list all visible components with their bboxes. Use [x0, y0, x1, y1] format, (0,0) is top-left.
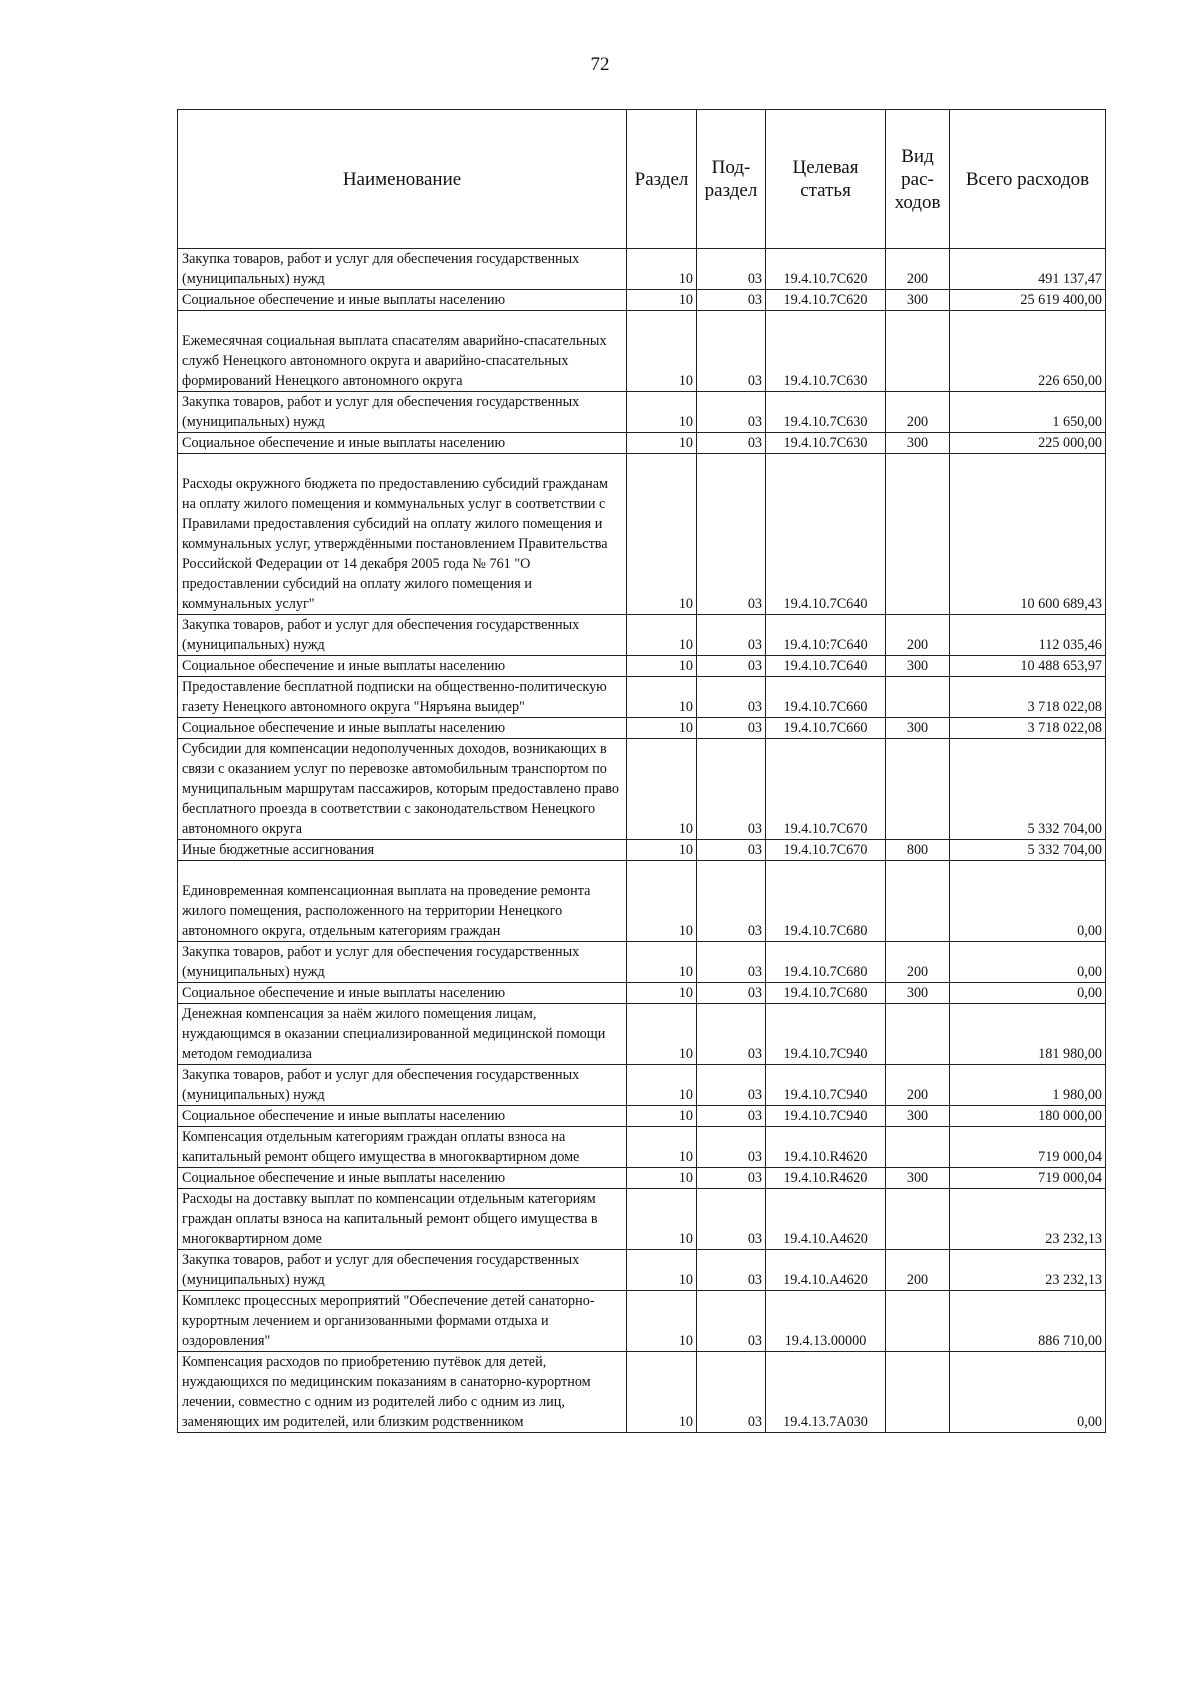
- header-celevaya: Целевая статья: [766, 110, 886, 249]
- cell-celevaya: 19.4.10.А4620: [766, 1189, 886, 1250]
- cell-podrazdel: 03: [697, 718, 766, 739]
- cell-celevaya: 19.4.10.7С630: [766, 433, 886, 454]
- cell-vid: 200: [886, 1250, 950, 1291]
- cell-celevaya: 19.4.10.7С940: [766, 1106, 886, 1127]
- cell-celevaya: 19.4.10.7С630: [766, 311, 886, 392]
- table-row: [178, 840, 1106, 861]
- cell-celevaya: 19.4.10.7С680: [766, 861, 886, 942]
- table-row: [178, 433, 1106, 454]
- cell-razdel: 10: [627, 739, 697, 840]
- cell-podrazdel: 03: [697, 677, 766, 718]
- cell-podrazdel: 03: [697, 1127, 766, 1168]
- cell-podrazdel: 03: [697, 392, 766, 433]
- cell-name: Закупка товаров, работ и услуг для обеспечения государственных (муниципальных) нужд: [178, 392, 627, 433]
- table-row: [178, 249, 1106, 290]
- cell-name: Социальное обеспечение и иные выплаты населению: [178, 1106, 627, 1127]
- cell-name: Компенсация расходов по приобретению путёвок для детей, нуждающихся по медицинским показаниям в санаторно-курортном лечении, совместно с одним из родителей либо с одним из лиц, заменяющих им родителей, или близким родственником: [178, 1352, 627, 1433]
- cell-total: 0,00: [950, 983, 1106, 1004]
- cell-razdel: 10: [627, 433, 697, 454]
- cell-name: Предоставление бесплатной подписки на общественно-политическую газету Ненецкого автономного округа "Няръяна выидер": [178, 677, 627, 718]
- cell-razdel: 10: [627, 249, 697, 290]
- cell-podrazdel: 03: [697, 861, 766, 942]
- cell-razdel: 10: [627, 311, 697, 392]
- cell-podrazdel: 03: [697, 739, 766, 840]
- cell-razdel: 10: [627, 392, 697, 433]
- cell-total: 10 488 653,97: [950, 656, 1106, 677]
- cell-name: Единовременная компенсационная выплата на проведение ремонта жилого помещения, расположенного на территории Ненецкого автономного округа, отдельным категориям граждан: [178, 861, 627, 942]
- cell-podrazdel: 03: [697, 983, 766, 1004]
- cell-celevaya: 19.4.10.R4620: [766, 1127, 886, 1168]
- cell-celevaya: 19.4.10.7С940: [766, 1004, 886, 1065]
- table-row: [178, 392, 1106, 433]
- cell-celevaya: 19.4.10.7С670: [766, 840, 886, 861]
- cell-total: 23 232,13: [950, 1250, 1106, 1291]
- cell-name: Социальное обеспечение и иные выплаты населению: [178, 1168, 627, 1189]
- cell-total: 1 650,00: [950, 392, 1106, 433]
- cell-celevaya: 19.4.10.7С640: [766, 454, 886, 615]
- cell-celevaya: 19.4.10.7С680: [766, 942, 886, 983]
- cell-total: 25 619 400,00: [950, 290, 1106, 311]
- cell-razdel: 10: [627, 1106, 697, 1127]
- header-total: Всего расходов: [950, 110, 1106, 249]
- cell-name: Ежемесячная социальная выплата спасателям аварийно-спасательных служб Ненецкого автономного округа и аварийно-спасательных формирований Ненецкого автономного округа: [178, 311, 627, 392]
- cell-razdel: 10: [627, 615, 697, 656]
- cell-podrazdel: 03: [697, 1250, 766, 1291]
- cell-name: Социальное обеспечение и иные выплаты населению: [178, 983, 627, 1004]
- cell-podrazdel: 03: [697, 1291, 766, 1352]
- header-vid: Вид рас- ходов: [886, 110, 950, 249]
- cell-celevaya: 19.4.10.7С680: [766, 983, 886, 1004]
- cell-razdel: 10: [627, 1189, 697, 1250]
- cell-celevaya: 19.4.10.7С640: [766, 656, 886, 677]
- cell-celevaya: 19.4.10.7С670: [766, 739, 886, 840]
- cell-podrazdel: 03: [697, 1004, 766, 1065]
- cell-razdel: 10: [627, 1168, 697, 1189]
- cell-vid: 200: [886, 392, 950, 433]
- cell-vid: [886, 739, 950, 840]
- cell-total: 181 980,00: [950, 1004, 1106, 1065]
- cell-total: 0,00: [950, 942, 1106, 983]
- cell-celevaya: 19.4.10.7С630: [766, 392, 886, 433]
- cell-total: 225 000,00: [950, 433, 1106, 454]
- cell-vid: 200: [886, 249, 950, 290]
- table-row: [178, 718, 1106, 739]
- cell-vid: 200: [886, 615, 950, 656]
- cell-name: Закупка товаров, работ и услуг для обеспечения государственных (муниципальных) нужд: [178, 1250, 627, 1291]
- cell-celevaya: 19.4.10.7С940: [766, 1065, 886, 1106]
- cell-podrazdel: 03: [697, 656, 766, 677]
- cell-vid: 300: [886, 1106, 950, 1127]
- cell-razdel: 10: [627, 454, 697, 615]
- cell-celevaya: 19.4.10:7С640: [766, 615, 886, 656]
- header-name: Наименование: [178, 110, 627, 249]
- cell-vid: [886, 1352, 950, 1433]
- cell-name: Социальное обеспечение и иные выплаты населению: [178, 656, 627, 677]
- table-row: [178, 861, 1106, 942]
- cell-celevaya: 19.4.10.7С620: [766, 290, 886, 311]
- cell-vid: [886, 1189, 950, 1250]
- cell-total: 5 332 704,00: [950, 840, 1106, 861]
- cell-vid: [886, 454, 950, 615]
- cell-name: Социальное обеспечение и иные выплаты населению: [178, 433, 627, 454]
- cell-vid: 300: [886, 1168, 950, 1189]
- cell-razdel: 10: [627, 840, 697, 861]
- cell-razdel: 10: [627, 861, 697, 942]
- cell-total: 3 718 022,08: [950, 718, 1106, 739]
- table-row: [178, 311, 1106, 392]
- table-row: [178, 454, 1106, 615]
- cell-name: Закупка товаров, работ и услуг для обеспечения государственных (муниципальных) нужд: [178, 1065, 627, 1106]
- page-number: 72: [590, 54, 610, 75]
- cell-podrazdel: 03: [697, 615, 766, 656]
- cell-podrazdel: 03: [697, 290, 766, 311]
- table-row: [178, 942, 1106, 983]
- cell-celevaya: 19.4.10.7С660: [766, 677, 886, 718]
- cell-podrazdel: 03: [697, 1065, 766, 1106]
- cell-vid: 200: [886, 1065, 950, 1106]
- cell-razdel: 10: [627, 1250, 697, 1291]
- cell-celevaya: 19.4.10.7С620: [766, 249, 886, 290]
- cell-vid: [886, 677, 950, 718]
- cell-total: 180 000,00: [950, 1106, 1106, 1127]
- table-row: [178, 290, 1106, 311]
- table-row: [178, 1065, 1106, 1106]
- table-row: [178, 1106, 1106, 1127]
- cell-total: 226 650,00: [950, 311, 1106, 392]
- cell-podrazdel: 03: [697, 1168, 766, 1189]
- table-row: [178, 1189, 1106, 1250]
- cell-razdel: 10: [627, 942, 697, 983]
- cell-name: Закупка товаров, работ и услуг для обеспечения государственных (муниципальных) нужд: [178, 249, 627, 290]
- cell-total: 886 710,00: [950, 1291, 1106, 1352]
- cell-vid: 800: [886, 840, 950, 861]
- cell-podrazdel: 03: [697, 1352, 766, 1433]
- cell-name: Закупка товаров, работ и услуг для обеспечения государственных (муниципальных) нужд: [178, 615, 627, 656]
- cell-vid: 200: [886, 942, 950, 983]
- cell-name: Социальное обеспечение и иные выплаты населению: [178, 290, 627, 311]
- cell-vid: [886, 1127, 950, 1168]
- cell-razdel: 10: [627, 1291, 697, 1352]
- cell-celevaya: 19.4.13.7А030: [766, 1352, 886, 1433]
- table-row: [178, 1168, 1106, 1189]
- table-row: [178, 1352, 1106, 1433]
- cell-vid: [886, 1291, 950, 1352]
- cell-podrazdel: 03: [697, 249, 766, 290]
- cell-razdel: 10: [627, 656, 697, 677]
- cell-total: 719 000,04: [950, 1127, 1106, 1168]
- cell-razdel: 10: [627, 1127, 697, 1168]
- cell-podrazdel: 03: [697, 311, 766, 392]
- cell-name: Денежная компенсация за наём жилого помещения лицам, нуждающимся в оказании специализированной медицинской помощи методом гемодиализа: [178, 1004, 627, 1065]
- cell-razdel: 10: [627, 1004, 697, 1065]
- cell-razdel: 10: [627, 1065, 697, 1106]
- cell-total: 719 000,04: [950, 1168, 1106, 1189]
- cell-total: 112 035,46: [950, 615, 1106, 656]
- cell-vid: 300: [886, 983, 950, 1004]
- cell-razdel: 10: [627, 290, 697, 311]
- cell-name: Компенсация отдельным категориям граждан оплаты взноса на капитальный ремонт общего имущества в многоквартирном доме: [178, 1127, 627, 1168]
- cell-razdel: 10: [627, 677, 697, 718]
- cell-vid: 300: [886, 656, 950, 677]
- cell-celevaya: 19.4.13.00000: [766, 1291, 886, 1352]
- cell-name: Комплекс процессных мероприятий "Обеспечение детей санаторно-курортным лечением и организованными формами отдыха и оздоровления": [178, 1291, 627, 1352]
- cell-podrazdel: 03: [697, 942, 766, 983]
- cell-celevaya: 19.4.10.R4620: [766, 1168, 886, 1189]
- cell-podrazdel: 03: [697, 433, 766, 454]
- cell-total: 491 137,47: [950, 249, 1106, 290]
- cell-podrazdel: 03: [697, 840, 766, 861]
- cell-name: Расходы окружного бюджета по предоставлению субсидий гражданам на оплату жилого помещения и коммунальных услуг в соответствии с Правилами предоставления субсидий на оплату жилого помещения и коммунальных услуг, утверждёнными постановлением Правительства Российской Федерации от 14 декабря 2005 года № 761 "О предоставлении субсидий на оплату жилого помещения и коммунальных услуг": [178, 454, 627, 615]
- cell-total: 10 600 689,43: [950, 454, 1106, 615]
- table-header-row: [178, 110, 1106, 249]
- header-podrazdel: Под- раздел: [697, 110, 766, 249]
- cell-celevaya: 19.4.10.А4620: [766, 1250, 886, 1291]
- cell-podrazdel: 03: [697, 1189, 766, 1250]
- table-row: [178, 656, 1106, 677]
- cell-vid: 300: [886, 433, 950, 454]
- cell-total: 3 718 022,08: [950, 677, 1106, 718]
- cell-celevaya: 19.4.10.7С660: [766, 718, 886, 739]
- cell-name: Иные бюджетные ассигнования: [178, 840, 627, 861]
- cell-vid: [886, 1004, 950, 1065]
- cell-total: 1 980,00: [950, 1065, 1106, 1106]
- cell-vid: [886, 861, 950, 942]
- table-row: [178, 677, 1106, 718]
- cell-vid: [886, 311, 950, 392]
- cell-razdel: 10: [627, 983, 697, 1004]
- cell-razdel: 10: [627, 718, 697, 739]
- cell-total: 23 232,13: [950, 1189, 1106, 1250]
- table-row: [178, 739, 1106, 840]
- cell-name: Социальное обеспечение и иные выплаты населению: [178, 718, 627, 739]
- table-row: [178, 1291, 1106, 1352]
- cell-name: Расходы на доставку выплат по компенсации отдельным категориям граждан оплаты взноса на капитальный ремонт общего имущества в многоквартирном доме: [178, 1189, 627, 1250]
- table-row: [178, 1127, 1106, 1168]
- cell-name: Субсидии для компенсации недополученных доходов, возникающих в связи с оказанием услуг по перевозке автомобильным транспортом по муниципальным маршрутам пассажиров, которым предоставлено право бесплатного проезда в соответствии с законодательством Ненецкого автономного округа: [178, 739, 627, 840]
- table-row: [178, 983, 1106, 1004]
- cell-name: Закупка товаров, работ и услуг для обеспечения государственных (муниципальных) нужд: [178, 942, 627, 983]
- table-body: [178, 249, 1106, 1433]
- cell-vid: 300: [886, 718, 950, 739]
- budget-table: [177, 109, 1106, 1433]
- cell-total: 0,00: [950, 861, 1106, 942]
- table-row: [178, 1004, 1106, 1065]
- cell-podrazdel: 03: [697, 454, 766, 615]
- header-razdel: Раздел: [627, 110, 697, 249]
- table-row: [178, 1250, 1106, 1291]
- cell-razdel: 10: [627, 1352, 697, 1433]
- cell-total: 5 332 704,00: [950, 739, 1106, 840]
- table-row: [178, 615, 1106, 656]
- cell-vid: 300: [886, 290, 950, 311]
- cell-podrazdel: 03: [697, 1106, 766, 1127]
- cell-total: 0,00: [950, 1352, 1106, 1433]
